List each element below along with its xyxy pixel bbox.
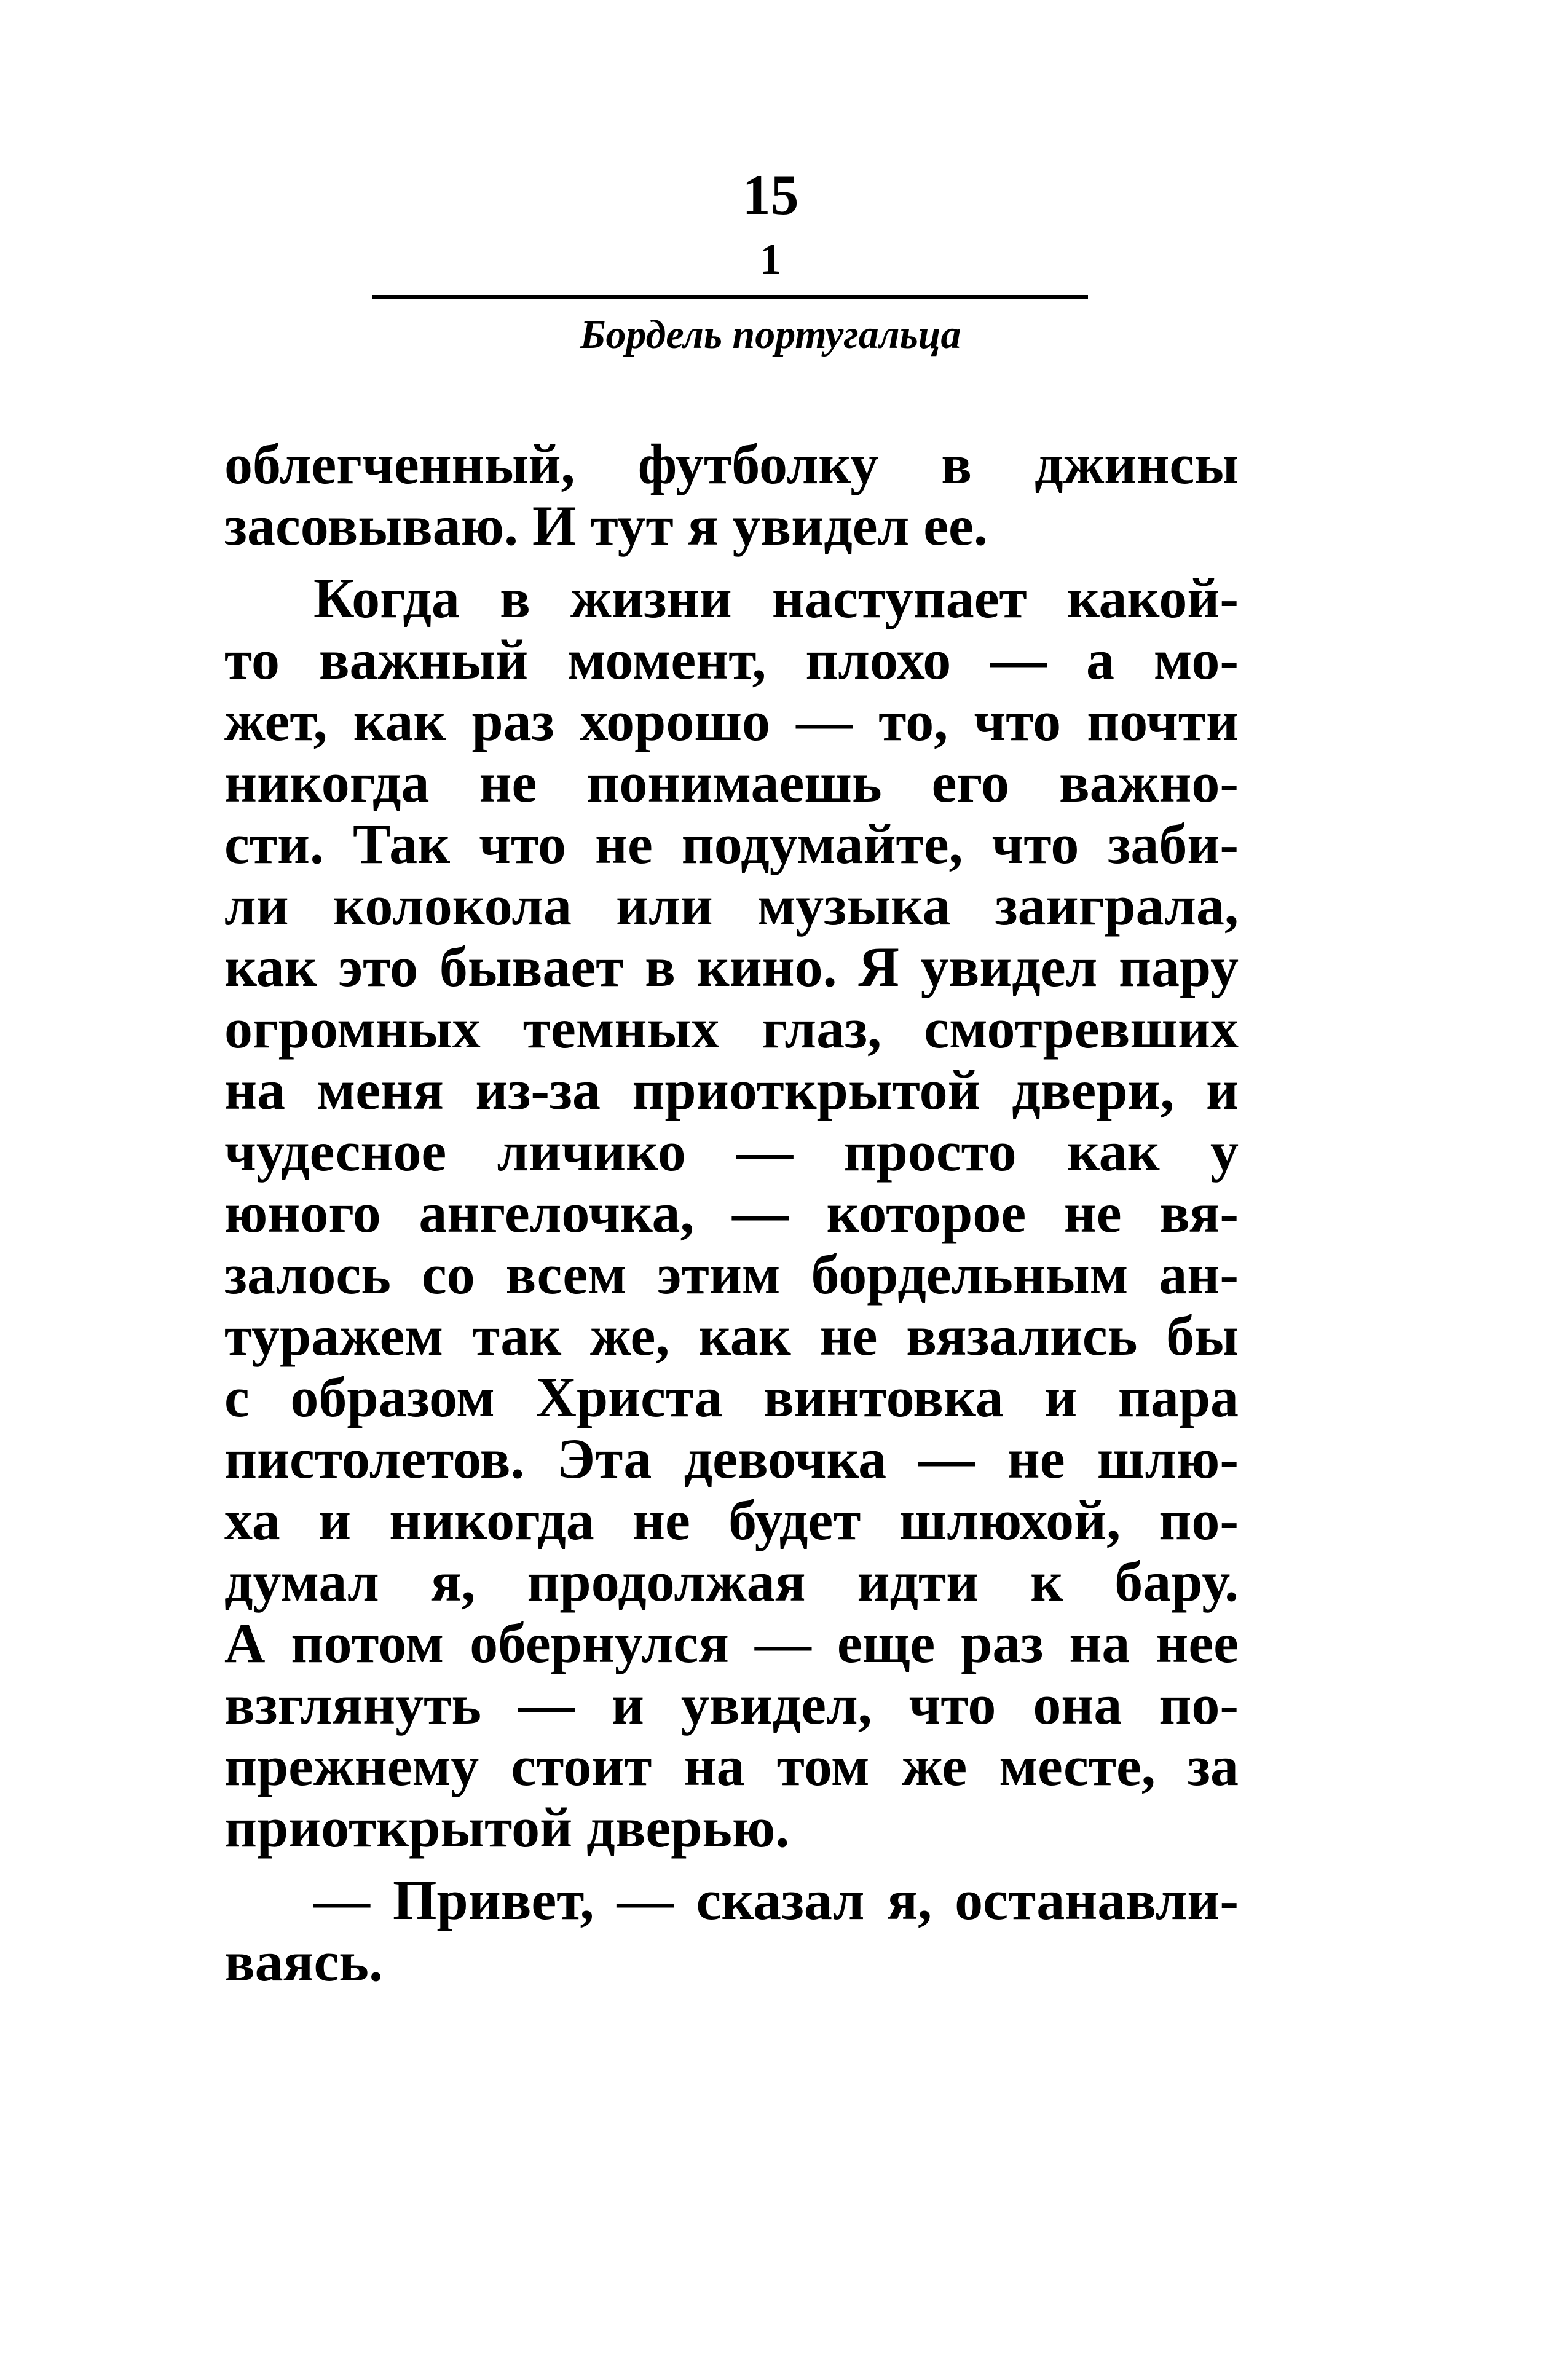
text-line: взглянуть — и увидел, что она по-	[224, 1673, 1239, 1736]
text-line: — Привет, — сказал я, останавли-	[313, 1869, 1239, 1931]
text-line: огромных темных глаз, смотревших	[224, 997, 1239, 1060]
text-line: на меня из-за приоткрытой двери, и	[224, 1058, 1239, 1121]
text-line: думал я, продолжая идти к бару.	[224, 1550, 1239, 1613]
chapter-number: 1	[760, 236, 781, 283]
header-divider	[372, 295, 1088, 299]
body-text	[224, 433, 1239, 1992]
running-title: Бордель португальца	[580, 312, 961, 357]
text-line: пистолетов. Эта девочка — не шлю-	[224, 1427, 1239, 1490]
text-line: облегченный, футболку в джинсы	[224, 433, 1239, 495]
text-line: то важный момент, плохо — а мо-	[224, 628, 1239, 691]
page-number: 15	[742, 164, 799, 226]
text-line: Когда в жизни наступает какой-	[313, 567, 1239, 629]
text-line: сти. Так что не подумайте, что заби-	[224, 813, 1239, 875]
text-line: с образом Христа винтовка и пара	[224, 1366, 1239, 1428]
text-line: А потом обернулся — еще раз на нее	[224, 1612, 1239, 1674]
text-line: ли колокола или музыка заиграла,	[224, 874, 1239, 937]
text-line: ха и никогда не будет шлюхой, по-	[224, 1489, 1239, 1551]
text-line: юного ангелочка, — которое не вя-	[224, 1181, 1239, 1244]
text-line: прежнему стоит на том же месте, за	[224, 1735, 1239, 1797]
text-line: жет, как раз хорошо — то, что почти	[224, 690, 1239, 752]
text-line: ваясь.	[224, 1930, 383, 1993]
text-line: туражем так же, как не вязались бы	[224, 1304, 1239, 1367]
text-line: приоткрытой дверью.	[224, 1796, 790, 1859]
text-line: засовываю. И тут я увидел ее.	[224, 494, 988, 557]
paragraph	[224, 1869, 1239, 1992]
text-line: залось со всем этим бордельным ан-	[224, 1243, 1239, 1306]
paragraph	[224, 567, 1239, 1858]
text-line: чудесное личико — просто как у	[224, 1120, 1239, 1183]
text-line: как это бывает в кино. Я увидел пару	[224, 936, 1239, 998]
text-line: никогда не понимаешь его важно-	[224, 751, 1239, 814]
paragraph	[224, 433, 1239, 556]
